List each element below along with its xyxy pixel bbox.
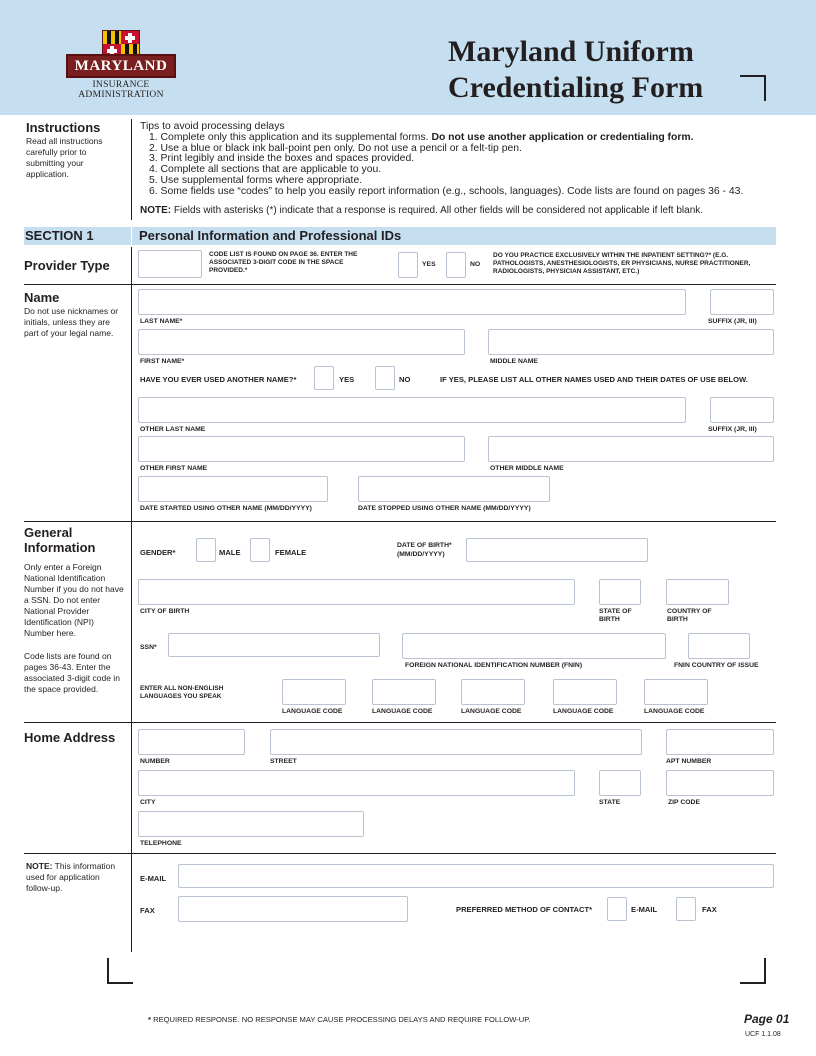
preferred-fax-checkbox[interactable]: [676, 897, 696, 921]
form-title-line-1: Maryland Uniform: [448, 35, 694, 68]
language-code-1-input[interactable]: [282, 679, 346, 705]
page-number: Page 01: [744, 1012, 790, 1026]
fax-label: FAX: [140, 906, 155, 915]
language-code-5-input[interactable]: [644, 679, 708, 705]
dob-input[interactable]: [466, 538, 648, 562]
date-stopped-input[interactable]: [358, 476, 550, 502]
language-code-4-label: LANGUAGE CODE: [553, 708, 614, 715]
corner-mark-top-right: [740, 75, 766, 101]
corner-mark-bottom-right: [740, 958, 766, 984]
date-started-input[interactable]: [138, 476, 328, 502]
instruction-item-3: 3. Print legibly and inside the boxes and spaces provided.: [149, 153, 415, 165]
state-of-birth-input[interactable]: [599, 579, 641, 605]
languages-label: ENTER ALL NON-ENGLISH LANGUAGES YOU SPEAK: [140, 685, 224, 700]
home-street-input[interactable]: [270, 729, 642, 755]
fnin-note: Only enter a Foreign National Identification Number if you do not have a SSN. Do not enter National Provider Identification (NPI) Number here.: [24, 562, 124, 638]
preferred-email-label: E-MAIL: [631, 905, 658, 914]
suffix-label: SUFFIX (JR, III): [708, 318, 757, 325]
first-name-label: FIRST NAME*: [140, 358, 185, 365]
home-state-input[interactable]: [599, 770, 641, 796]
suffix-input[interactable]: [710, 289, 774, 315]
other-name-question: HAVE YOU EVER USED ANOTHER NAME?*: [140, 375, 297, 384]
logo-subtitle-line-1: INSURANCE: [92, 80, 150, 90]
other-name-no-label: NO: [399, 375, 411, 384]
preferred-contact-label: PREFERRED METHOD OF CONTACT*: [456, 905, 593, 914]
corner-mark-bottom-left: [107, 958, 133, 984]
preferred-email-checkbox[interactable]: [607, 897, 627, 921]
language-code-3-label: LANGUAGE CODE: [461, 708, 522, 715]
home-state-label: STATE: [599, 799, 621, 806]
instruction-item-5: 5. Use supplemental forms where appropriate.: [149, 174, 363, 186]
dob-format-label: (MM/DD/YYYY): [397, 551, 445, 558]
city-of-birth-label: CITY OF BIRTH: [140, 608, 190, 615]
divider-home: [24, 722, 776, 723]
last-name-input[interactable]: [138, 289, 686, 315]
section-1-header: [24, 227, 776, 245]
email-label: E-MAIL: [140, 874, 167, 883]
footer-note: [148, 1015, 530, 1025]
inpatient-question: DO YOU PRACTICE EXCLUSIVELY WITHIN THE INPATIENT SETTING?* (E.G. PATHOLOGISTS, ANESTHESIOLOGISTS, ER PHYSICIANS, NURSE PRACTITIONER, RADIOLOGISTS, PHYSICIAN ASSISTANT, ETC.): [493, 252, 751, 275]
provider-type-code-hint: CODE LIST IS FOUND ON PAGE 36. ENTER THE ASSOCIATED 3-DIGIT CODE IN THE SPACE PROVIDED.*: [209, 251, 358, 274]
ssn-input[interactable]: [168, 633, 380, 657]
general-information-title: General Information: [24, 525, 96, 555]
gender-male-label: MALE: [219, 548, 241, 557]
inpatient-no-checkbox[interactable]: [446, 252, 466, 278]
divider-general: [24, 521, 776, 522]
preferred-fax-label: FAX: [702, 905, 717, 914]
section-number: SECTION 1: [24, 227, 131, 245]
inpatient-no-label: NO: [470, 261, 481, 268]
home-city-input[interactable]: [138, 770, 575, 796]
date-started-label: DATE STARTED USING OTHER NAME (MM/DD/YYYY): [140, 505, 312, 512]
home-city-label: CITY: [140, 799, 156, 806]
fnin-label: FOREIGN NATIONAL IDENTIFICATION NUMBER (FNIN): [405, 662, 583, 669]
dob-label: DATE OF BIRTH*: [397, 542, 452, 549]
home-telephone-label: TELEPHONE: [140, 840, 182, 847]
last-name-label: LAST NAME*: [140, 318, 183, 325]
instructions-asterisk-note: [140, 206, 780, 217]
form-title-line-2: Credentialing Form: [448, 71, 704, 104]
logo-banner: MARYLAND: [66, 54, 176, 78]
other-last-name-input[interactable]: [138, 397, 686, 423]
divider-contact: [24, 853, 776, 854]
country-of-birth-label: COUNTRY OF BIRTH: [667, 608, 712, 623]
code-list-note: Code lists are found on pages 36-43. Enter the associated 3-digit code in the space provided.: [24, 651, 120, 694]
fax-input[interactable]: [178, 896, 408, 922]
asterisk-note-label: NOTE:: [140, 204, 172, 216]
home-apt-input[interactable]: [666, 729, 774, 755]
name-note: Do not use nicknames or initials, unless they are part of your legal name.: [24, 306, 119, 338]
language-code-1-label: LANGUAGE CODE: [282, 708, 343, 715]
other-first-name-label: OTHER FIRST NAME: [140, 465, 208, 472]
home-telephone-input[interactable]: [138, 811, 364, 837]
date-stopped-label: DATE STOPPED USING OTHER NAME (MM/DD/YYYY): [358, 505, 531, 512]
contact-note: [26, 861, 124, 894]
instruction-item-2: 2. Use a blue or black ink ball-point pen only. Do not use a pencil or a felt-tip pen.: [149, 142, 522, 154]
home-address-title: Home Address: [24, 730, 116, 745]
other-name-no-checkbox[interactable]: [375, 366, 395, 390]
provider-type-code-input[interactable]: [138, 250, 202, 278]
home-zip-input[interactable]: [666, 770, 774, 796]
instruction-item-1: [140, 133, 780, 144]
other-first-name-input[interactable]: [138, 436, 465, 462]
language-code-4-input[interactable]: [553, 679, 617, 705]
other-middle-name-input[interactable]: [488, 436, 774, 462]
language-code-2-label: LANGUAGE CODE: [372, 708, 433, 715]
fnin-country-label: FNIN COUNTRY OF ISSUE: [674, 662, 759, 669]
gender-label: GENDER*: [140, 548, 176, 557]
section-title: Personal Information and Professional IDs: [132, 227, 776, 245]
language-code-5-label: LANGUAGE CODE: [644, 708, 705, 715]
divider-instructions: [131, 119, 132, 220]
other-name-yes-label: YES: [339, 375, 355, 384]
country-of-birth-input[interactable]: [666, 579, 729, 605]
footer-asterisk: *: [148, 1015, 151, 1024]
language-code-2-input[interactable]: [372, 679, 436, 705]
fnin-input[interactable]: [402, 633, 666, 659]
divider-main: [131, 247, 132, 952]
instruction-item-1-text: 1. Complete only this application and its supplemental forms.: [149, 131, 429, 143]
language-code-3-input[interactable]: [461, 679, 525, 705]
footer-text: REQUIRED RESPONSE. NO RESPONSE MAY CAUSE PROCESSING DELAYS AND REQUIRE FOLLOW-UP.: [153, 1015, 531, 1024]
middle-name-label: MIDDLE NAME: [490, 358, 538, 365]
other-suffix-label: SUFFIX (JR, III): [708, 426, 757, 433]
logo-subtitle-line-2: ADMINISTRATION: [78, 90, 164, 100]
form-title: [448, 34, 703, 106]
contact-note-label: NOTE:: [26, 861, 53, 871]
other-last-name-label: OTHER LAST NAME: [140, 426, 206, 433]
other-name-instruction: IF YES, PLEASE LIST ALL OTHER NAMES USED AND THEIR DATES OF USE BELOW.: [440, 375, 748, 384]
name-title: Name: [24, 290, 60, 305]
instructions-intro: Tips to avoid processing delays: [140, 121, 285, 132]
instructions-note: Read all instructions carefully prior to submitting your application.: [26, 136, 103, 179]
gender-female-label: FEMALE: [275, 548, 307, 557]
home-number-label: NUMBER: [140, 758, 170, 765]
instructions-body: [140, 122, 780, 216]
inpatient-yes-label: YES: [422, 261, 436, 268]
instruction-item-6: 6. Some fields use “codes” to help you easily report information (e.g., schools, languages). Code lists are found on pages 36 - 43.: [149, 185, 744, 197]
fnin-country-input[interactable]: [688, 633, 750, 659]
state-of-birth-label: STATE OF BIRTH: [599, 608, 632, 623]
middle-name-input[interactable]: [488, 329, 774, 355]
divider-name: [24, 284, 776, 285]
contact-note-text: This information used for application follow-up.: [26, 861, 116, 893]
provider-type-title: Provider Type: [24, 258, 110, 273]
inpatient-yes-checkbox[interactable]: [398, 252, 418, 278]
home-number-input[interactable]: [138, 729, 245, 755]
home-apt-label: APT NUMBER: [666, 758, 712, 765]
instruction-item-4: 4. Complete all sections that are applicable to you.: [149, 164, 382, 176]
instruction-item-1-bold: Do not use another application or credentialing form.: [431, 131, 694, 143]
home-zip-label: ZIP CODE: [668, 799, 700, 806]
form-version: UCF 1.1.08: [745, 1031, 781, 1038]
logo-subtitle: [66, 80, 176, 100]
other-name-yes-checkbox[interactable]: [314, 366, 334, 390]
instructions-title: Instructions: [26, 120, 101, 135]
gender-female-checkbox[interactable]: [250, 538, 270, 562]
other-middle-name-label: OTHER MIDDLE NAME: [490, 465, 564, 472]
asterisk-note-text: Fields with asterisks (*) indicate that a response is required. All other fields will be considered not applicable if left blank.: [173, 204, 704, 216]
city-of-birth-input[interactable]: [138, 579, 575, 605]
gender-male-checkbox[interactable]: [196, 538, 216, 562]
other-suffix-input[interactable]: [710, 397, 774, 423]
home-street-label: STREET: [270, 758, 297, 765]
ssn-label: SSN*: [140, 644, 157, 651]
first-name-input[interactable]: [138, 329, 465, 355]
header-band: [0, 0, 816, 115]
email-input[interactable]: [178, 864, 774, 888]
